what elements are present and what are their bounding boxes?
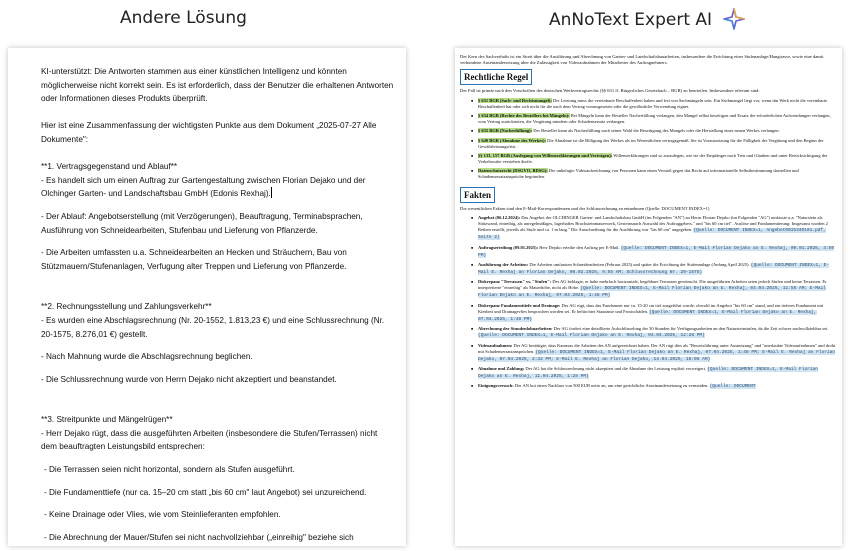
legal-rule-text: Die Leistung muss die vereinbarte Beschaffenheit haben und frei von Sachmängeln sein. Ein Sachmangel liegt vor, wenn das Werk nicht die vereinbarte Beschaffenheit hat oder sich nicht für die nach dem Vertrag vorausgesetzte oder die gewöhnliche Verwendung eignet. [478,97,828,109]
left-document-page[interactable] [8,48,406,546]
section-3-para: - Die Terrassen seien nicht horizontal, sondern als Stufen ausgeführt. [44,465,295,475]
fact-text: Der AG hat die Schlussrechnung nicht akzeptiert und die Abnahme der Leistung explizit verweigert. [524,366,708,372]
left-column-title: Andere Lösung [120,8,247,28]
legal-rule-text: Willenserklärungen sind so auszulegen, wie sie der Empfänger nach Treu und Glauben und unter Berücksichtigung der Verkehrssitte verstehen durfte. [478,153,828,165]
section-1-para: - Die Arbeiten umfassten u.a. Schneidearbeiten an Hecken und Sträuchern, Bau von Stützmauern/Stufenanlagen, Verfugung alter Treppen und Lieferung von Pflanzerde. [41,248,347,271]
right-column-title [549,8,745,30]
fact-item [471,366,836,380]
section-3-title: **3. Streitpunkte und Mängelrügen** [41,415,173,425]
legal-rule-citation[interactable]: § 635 BGB (Nacherfüllung): [478,128,533,134]
legal-rule-text: Die unbefugte Videoaufzeichnung von Personen kann einen Verstoß gegen das Recht auf informationelle Selbstbestimmung darstellen und Schadensersatzansprüche begründen. [478,168,799,180]
legal-rule-text: Bei Mängeln kann der Besteller Nacherfüllung verlangen, den Mangel selbst beseitigen und Ersatz der erforderlichen Aufwendungen verlangen, vom Vertrag zurücktreten, die Vergütung mindern oder Schadensersatz verlangen. [478,112,831,125]
section-3-para: - Herr Dejako rügt, dass die ausgeführten Arbeiten (insbesondere die Stufen/Terrassen) nicht dem beauftragten Leistungsbild entsprechen: [41,428,378,452]
legal-rule-item [471,98,836,110]
fact-item [471,326,836,339]
legal-rule-text: Die Abnahme ist die Billigung des Werkes als im Wesentlichen vertragsgemäß. Sie ist Voraussetzung für die Fälligkeit der Vergütung und den Beginn der Gewährleistungsfrist. [478,137,824,149]
facts-list [460,215,836,391]
source-citation-link[interactable]: (Quelle: DOCUMENT INDEX=1, E-Mail E. Rexhaj an Florian Dejako, 06.02.2025, 9:55 AM; Schlussrechnung Nr. 20-1575) [478,262,830,275]
fact-item [471,245,836,259]
section-2-para: - Es wurden eine Abschlagsrechnung (Nr. 20-1552, 1.813,23 €) und eine Schlussrechnung (Nr. 20-1575, 8.276,01 €) gestellt. [41,315,385,339]
source-citation-link[interactable]: (Quelle: DOCUMENT INDEX=1, E-Mail Florian Dejako an E. Rexhaj, 04.04.2025, 12:28 PM) [478,333,705,339]
legal-rule-intro: Der Fall ist primär nach den Vorschriften des deutschen Werkvertragsrechts (§§ 631 ff. Bürgerliches Gesetzbuch – BGB) zu beurteilen. Insbesondere relevant sind: [460,88,760,94]
fact-label: Einigungsversuch: [478,383,514,389]
text-cursor [271,187,272,198]
fact-item [471,279,836,299]
fact-item [471,303,836,323]
fact-label: Abnahme und Zahlung: [478,366,525,372]
summary-intro: Hier ist eine Zusammenfassung der wichtigsten Punkte aus dem Dokument „2025-07-27 Alle Dokumente": [41,121,377,144]
source-citation-link[interactable]: (Quelle: DOCUMENT INDEX=1, E-Mail Florian Dejako an E. Rexhaj, 07.04.2025, 1:48 PM; E-Mail E. Rexhaj an Florian Dejako, 07.04.2025, 2:32 PM; E-Mail E. Rexhaj an Florian Dejako, 14.04.2025, 10:05 AM) [478,349,836,362]
facts-intro: Die wesentlichen Fakten sind den E-Mail-Korrespondenzen und der Schlussrechnung zu entnehmen (Quelle: DOCUMENT INDEX=1) [460,205,710,211]
fact-label: Angebot (06.12.2024): [478,214,521,220]
legal-rule-item [471,168,836,180]
source-citation-link[interactable]: (Quelle: DOCUMENT [709,384,756,390]
heading-facts: Fakten [460,187,495,203]
case-summary-text: Der Kern des Sachverhalts ist ein Streit über die Ausführung und Abrechnung von Garten- und Landschaftsbauarbeiten, insbesondere die Errichtung einer Stufenanlage/Hangtrasse, sowie eine damit verbundene Auseinandersetzung über die Zulässigkeit von Videoaufnahmen der Mitarbeiter des Auftragnehmers. [460,54,824,66]
right-column-title-text: AnNoText Expert AI [549,10,713,30]
fact-label: Auftragserteilung (09.01.2025): [478,244,539,250]
fact-label: Abrechnung der Stundenlohnarbeiten: [478,326,553,332]
section-2-title: **2. Rechnungsstellung und Zahlungsverkehr** [41,302,212,312]
legal-rule-item [471,138,836,150]
heading-legal-rule: Rechtliche Regel [460,69,532,85]
disclaimer-text: KI-unterstützt: Die Antworten stammen aus einer künstlichen Intelligenz und könnten möglicherweise nicht korrekt sein. Es ist erforderlich, dass der Benutzer die erhaltenen Antworten oder Informationen dieses Produkts überprüft. [41,67,394,104]
fact-item [471,215,836,241]
section-3-para: - Die Fundamenttiefe (nur ca. 15–20 cm statt „bis 60 cm" laut Angebot) sei unzureichend. [44,487,367,497]
fact-text: Der AN bot einen Nachlass von 500 EUR netto an, um eine gerichtliche Auseinandersetzung zu vermeiden. [513,383,710,389]
section-2-para: - Die Schlussrechnung wurde von Herrn Dejako nicht akzeptiert und beanstandet. [41,374,337,384]
source-citation-link[interactable]: (Quelle: DOCUMENT INDEX=1, E-Mail Florian Dejako an E. Rexhaj, 07.04.2025, 1:48 PM) [478,309,817,322]
legal-rule-citation[interactable]: §§ 133, 157 BGB (Auslegung von Willenserklärungen und Verträgen): [478,153,613,159]
section-1-text: - Es handelt sich um einen Auftrag zur Gartengestaltung zwischen Florian Dejako und der Olchinger Garten- und Landschaftsbau GmbH (Edonis Rexhaj). [41,175,366,199]
legal-rules-list [460,98,836,181]
right-document-page[interactable] [455,48,842,546]
fact-item [471,343,836,363]
section-3-para: - Keine Drainage oder Vlies, wie vom Steinlieferanten empfohlen. [44,510,281,520]
fact-label: Diskrepanz Fundamenttiefe und Drainage: [478,302,561,308]
fact-text: Der AG fordert eine detaillierte Aufschlüsselung der 30 Stunden für Verfügungsarbeiten an den Natursteinstufen, da die Zeit schwer nachvollziehbar sei. [552,326,829,332]
source-citation-link[interactable]: (Quelle: DOCUMENT INDEX=1, E-Mail Florian Dejako an E. Rexhaj, 11.04.2025, 1:28 PM) [478,367,818,380]
fact-text: Die Arbeiten umfassten Schneidearbeiten (Februar 2025) und später die Errichtung der Stufenanlage (Anfang April 2025). [528,261,751,267]
legal-rule-citation[interactable]: Datenschutzrecht (DSGVO, BDSG): [478,168,548,174]
legal-rule-text: Der Besteller kann als Nacherfüllung nach seiner Wahl die Beseitigung des Mangels oder die Herstellung eines neuen Werkes verlangen. [532,128,780,134]
fact-label: Diskrepanz "Terrassen" vs. "Stufen": [478,279,552,285]
source-citation-link[interactable]: (Quelle: DOCUMENT INDEX=1, Angebot0015340101.pdf, Seite 2) [478,228,826,241]
fact-text: Der AG bestätigte, dass Kameras die Arbeiten des AN aufgezeichnet haben. Der AN rügt dies als "Beweisführung unter Ausnutzung" und "unerlaubte Videoaufnahmen" und droht mit Schadensersatzansprüchen. [478,342,836,354]
legal-rule-item [471,128,836,134]
legal-rule-citation[interactable]: § 634 BGB (Rechte des Bestellers bei Mängeln): [478,112,570,118]
source-citation-link[interactable]: (Quelle: DOCUMENT INDEX=1, E-Mail Florian Dejako an E. Rexhaj, 09.01.2025, 3:50 PM) [478,245,835,258]
legal-rule-item [471,113,836,125]
fact-label: Ausführung der Arbeiten: [478,261,529,267]
section-3-para: - Die Abrechnung der Mauer/Stufen sei nicht nachvollziehbar („einreihig" beziehe sich [44,532,354,542]
section-2-para: - Nach Mahnung wurde die Abschlagsrechnung beglichen. [41,352,253,362]
legal-rule-citation[interactable]: § 631 BGB (Sach- und Rechtsmangel): [478,97,552,103]
fact-text: Herr Dejako erteilte den Auftrag per E-Mail. [538,244,621,250]
legal-rule-citation[interactable]: § 640 BGB (Abnahme des Werkes): [478,137,547,143]
fact-item [471,262,836,276]
fact-text: Der AG beklagte, er habe mehrfach horizontale, begehbare Terrassen gewünscht. Die ausgeführten Arbeiten seien jedoch Stufen und keine Terrassen. Er interpretierte "einreihig" als Mauerhöhe, nicht als Höhe. [478,279,827,291]
section-1-para: - Der Ablauf: Angebotserstellung (mit Verzögerungen), Beauftragung, Terminabsprachen, Ausführung von Schneidearbeiten, Stufenbau und Lieferung von Pflanzerde. [41,211,363,235]
section-1-title: **1. Vertragsgegenstand und Ablauf** [41,162,178,172]
fact-text: Der AG rügt, dass das Fundament nur ca. 15-20 cm tief ausgeführt wurde, obwohl im Angebot "bis 60 cm" stand, und ein tieferes Fundament mit Kiesbett und Drainagevlies besprochen worden sei. Er befürchtet Staunässe und Frostschäden. [478,302,824,314]
fact-label: Videoaufnahmen: [478,342,513,348]
section-1-para [41,174,394,201]
ai-sparkle-icon [723,8,745,30]
fact-item [471,383,836,390]
legal-rule-item [471,153,836,165]
source-citation-link[interactable]: (Quelle: DOCUMENT INDEX=1, E-Mail Florian Dejako an E. Rexhaj, 04.04.2025, 11:55 AM; E-Mail Florian Dejako an E. Rexhaj, 07.04.2025, 1:48 PM) [478,286,827,299]
fact-text: Das Angebot der OLCHINGER Garten- und Landschaftsbau GmbH (im Folgenden "AN") an Herrn Florian Dejako (im Folgenden "AG") umfasste u.a. "Naturstein als Stützwand, einreihig, als unregelmäßiges, lagerhaftes Bruchsteinmauerwerk, Gesteinsnach Auswahl des Auftraggebers." und "bis 60 cm tief". Auslöse und Fundamentierung: Insgesamt wurden 2 Reihen erstellt, jeweils als Stufe und ca. 1 m lang." Die Ausschreibung für die Ausführung war "bis 60 cm" angegeben. [478,214,828,233]
